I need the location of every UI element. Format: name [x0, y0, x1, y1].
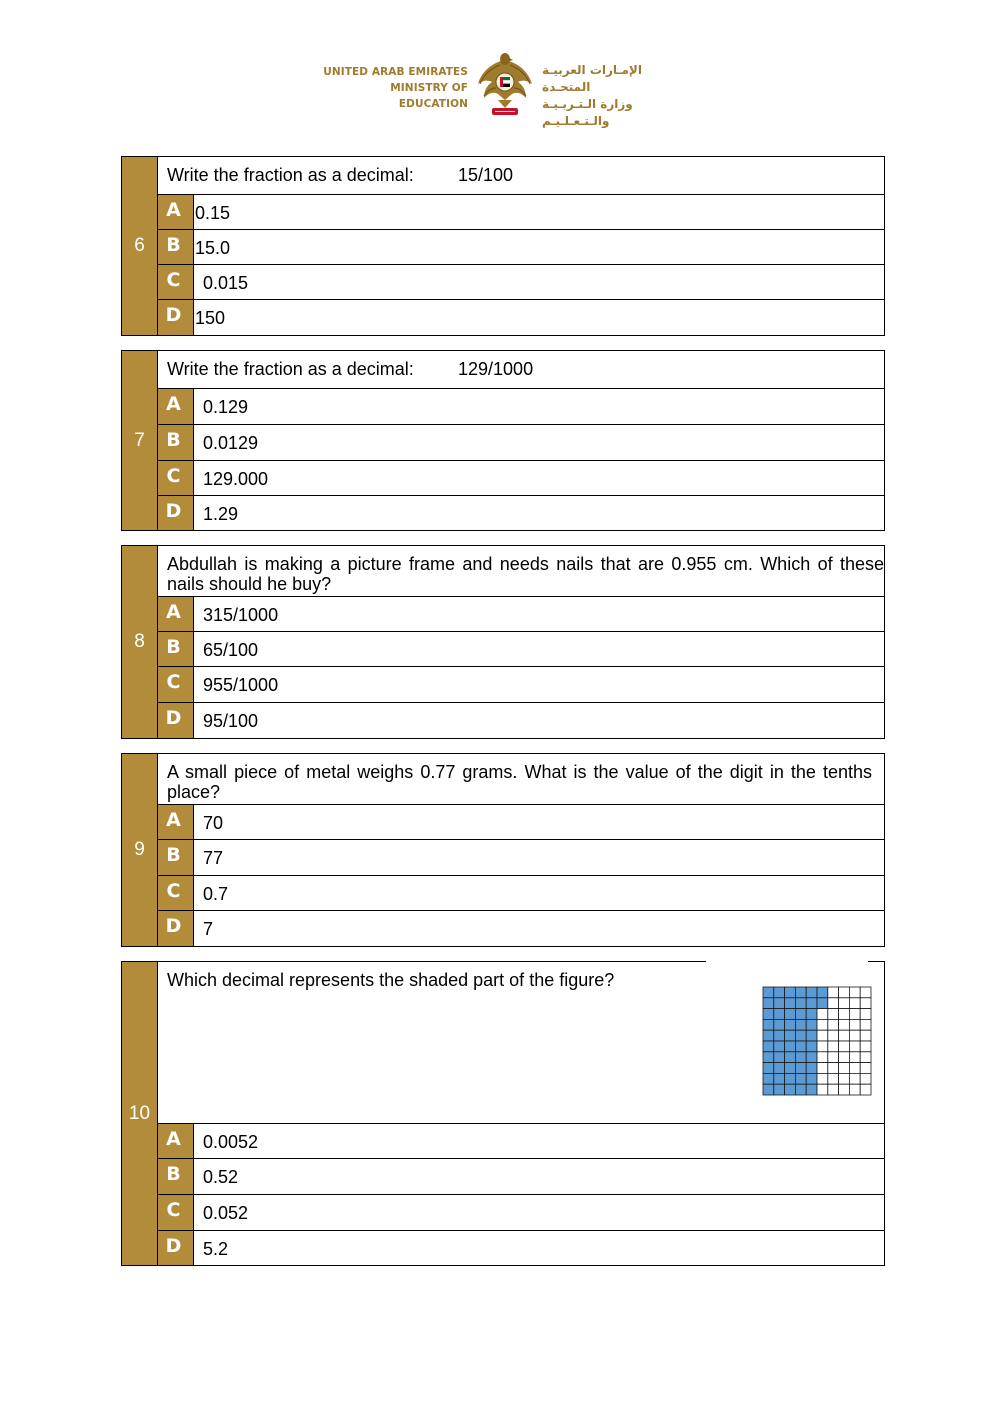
option-letter: B	[158, 1159, 194, 1194]
grid-square	[849, 1030, 860, 1041]
option-letter: C	[158, 876, 194, 910]
grid-square-shaded	[795, 1019, 806, 1030]
grid-square-shaded	[774, 987, 785, 998]
grid-square	[817, 1073, 828, 1084]
grid-square-shaded	[806, 1009, 817, 1020]
option-text: 7	[203, 919, 214, 939]
option-text: 315/1000	[203, 605, 279, 625]
option-c[interactable]	[158, 667, 884, 703]
grid-square-shaded	[806, 1030, 817, 1041]
grid-square	[828, 1063, 839, 1074]
question-number: 8	[122, 546, 158, 738]
grid-square-shaded	[795, 1084, 806, 1095]
option-text: 0.7	[203, 884, 229, 904]
grid-square-shaded	[763, 1052, 774, 1063]
header-arabic	[542, 62, 692, 130]
option-b[interactable]	[158, 632, 884, 667]
question-number: 6	[122, 157, 158, 335]
grid-square-shaded	[785, 1052, 796, 1063]
grid-square-shaded	[763, 1009, 774, 1020]
question-stem	[158, 546, 884, 597]
question-fraction: 15/100	[458, 165, 514, 185]
grid-square	[817, 1019, 828, 1030]
option-b[interactable]	[158, 230, 884, 265]
grid-square	[828, 1041, 839, 1052]
grid-square	[828, 1019, 839, 1030]
option-d[interactable]	[158, 911, 884, 946]
grid-square-shaded	[817, 987, 828, 998]
grid-square	[839, 998, 850, 1009]
grid-square	[817, 1063, 828, 1074]
grid-square-shaded	[785, 1084, 796, 1095]
grid-square-shaded	[763, 1041, 774, 1052]
option-b[interactable]	[158, 425, 884, 461]
question-8	[121, 545, 885, 739]
grid-square	[860, 1073, 871, 1084]
option-c[interactable]	[158, 876, 884, 911]
grid-square-shaded	[785, 1030, 796, 1041]
grid-square-shaded	[763, 998, 774, 1009]
header-english-line1: UNITED ARAB EMIRATES	[323, 66, 468, 78]
grid-square-shaded	[785, 987, 796, 998]
option-letter: A	[158, 389, 194, 424]
grid-square-shaded	[806, 1063, 817, 1074]
grid-square	[860, 987, 871, 998]
grid-square	[828, 1052, 839, 1063]
grid-square	[860, 1009, 871, 1020]
uae-emblem-icon	[474, 50, 536, 120]
ministry-header	[300, 48, 720, 128]
grid-square-shaded	[774, 1063, 785, 1074]
option-text: 77	[203, 848, 224, 868]
grid-square-shaded	[795, 998, 806, 1009]
option-letter: D	[158, 300, 194, 335]
grid-square-shaded	[763, 1063, 774, 1074]
grid-square	[839, 1030, 850, 1041]
option-c[interactable]	[158, 461, 884, 496]
header-english	[320, 64, 468, 112]
option-text: 150	[195, 308, 226, 328]
grid-square	[828, 1073, 839, 1084]
option-text: 0.129	[203, 397, 249, 417]
option-text: 70	[203, 813, 224, 833]
hundred-grid-figure	[762, 986, 872, 1096]
option-text: 0.15	[195, 203, 231, 223]
grid-square	[839, 1019, 850, 1030]
grid-square	[828, 1030, 839, 1041]
option-text: 5.2	[203, 1239, 229, 1259]
option-c[interactable]	[158, 1195, 884, 1231]
grid-square-shaded	[774, 998, 785, 1009]
grid-square-shaded	[774, 1041, 785, 1052]
grid-square	[860, 1030, 871, 1041]
grid-square	[817, 1084, 828, 1095]
grid-square-shaded	[795, 987, 806, 998]
grid-square	[860, 998, 871, 1009]
grid-square	[817, 1030, 828, 1041]
option-b[interactable]	[158, 840, 884, 876]
grid-square	[849, 1041, 860, 1052]
option-text: 0.015	[203, 273, 249, 293]
option-a[interactable]	[158, 389, 884, 425]
grid-square-shaded	[785, 1009, 796, 1020]
option-text: 0.52	[203, 1167, 239, 1187]
option-letter: B	[158, 425, 194, 460]
option-a[interactable]	[158, 597, 884, 632]
question-text: Abdullah is making a picture frame and needs nails that are 0.955 cm. Which of these nails should he buy?	[167, 554, 884, 594]
grid-square	[849, 1052, 860, 1063]
grid-square-shaded	[817, 998, 828, 1009]
option-letter: B	[158, 230, 194, 264]
grid-square	[839, 1041, 850, 1052]
grid-square	[828, 1084, 839, 1095]
grid-square-shaded	[763, 1019, 774, 1030]
question-text: Write the fraction as a decimal:	[167, 359, 414, 379]
option-letter: C	[158, 1195, 194, 1230]
grid-square-shaded	[785, 998, 796, 1009]
question-number: 10	[122, 962, 158, 1265]
grid-square-shaded	[806, 987, 817, 998]
grid-square	[817, 1041, 828, 1052]
question-text: Which decimal represents the shaded part of the figure?	[167, 970, 615, 990]
grid-square	[839, 1052, 850, 1063]
grid-square	[849, 1009, 860, 1020]
option-d[interactable]	[158, 1231, 884, 1265]
grid-square-shaded	[806, 1019, 817, 1030]
option-letter: D	[158, 703, 194, 738]
grid-square-shaded	[774, 1019, 785, 1030]
option-letter: C	[158, 265, 194, 299]
option-letter: A	[158, 1124, 194, 1158]
option-letter: B	[158, 840, 194, 875]
grid-square-shaded	[795, 1041, 806, 1052]
grid-square	[849, 987, 860, 998]
header-arabic-line2: وزارة الـتـربـيـة والـتـعـلـيـم	[542, 97, 633, 128]
question-stem	[158, 962, 884, 1124]
grid-square-shaded	[774, 1084, 785, 1095]
option-text: 1.29	[203, 504, 239, 524]
question-stem	[158, 351, 884, 389]
grid-square-shaded	[806, 1084, 817, 1095]
grid-square-shaded	[774, 1073, 785, 1084]
grid-square-shaded	[806, 998, 817, 1009]
grid-square	[860, 1019, 871, 1030]
option-text: 65/100	[203, 640, 259, 660]
grid-square	[828, 987, 839, 998]
grid-square	[817, 1009, 828, 1020]
question-9	[121, 753, 885, 947]
grid-square-shaded	[795, 1030, 806, 1041]
grid-square	[849, 998, 860, 1009]
option-letter: A	[158, 597, 194, 631]
grid-square-shaded	[774, 1009, 785, 1020]
grid-square-shaded	[763, 1084, 774, 1095]
option-letter: D	[158, 911, 194, 946]
grid-square-shaded	[785, 1019, 796, 1030]
grid-square	[849, 1084, 860, 1095]
grid-square	[860, 1063, 871, 1074]
grid-square-shaded	[763, 1030, 774, 1041]
grid-square	[849, 1063, 860, 1074]
option-letter: A	[158, 805, 194, 839]
option-a[interactable]	[158, 805, 884, 840]
grid-square-shaded	[785, 1063, 796, 1074]
grid-square	[828, 1009, 839, 1020]
grid-square-shaded	[795, 1063, 806, 1074]
option-letter: D	[158, 496, 194, 530]
grid-square	[849, 1073, 860, 1084]
option-a[interactable]	[158, 195, 884, 230]
question-6	[121, 156, 885, 336]
option-letter: A	[158, 195, 194, 229]
grid-square-shaded	[806, 1073, 817, 1084]
question-7	[121, 350, 885, 531]
option-d[interactable]	[158, 496, 884, 530]
header-english-line2: MINISTRY OF EDUCATION	[390, 82, 468, 110]
option-letter: C	[158, 461, 194, 495]
grid-square	[839, 987, 850, 998]
option-text: 0.052	[203, 1203, 249, 1223]
grid-square	[839, 1063, 850, 1074]
grid-square	[860, 1041, 871, 1052]
grid-square	[839, 1073, 850, 1084]
grid-square-shaded	[795, 1052, 806, 1063]
grid-square	[849, 1019, 860, 1030]
question-text: Write the fraction as a decimal:	[167, 165, 414, 185]
grid-square-shaded	[806, 1041, 817, 1052]
question-fraction: 129/1000	[458, 359, 534, 379]
grid-square-shaded	[795, 1073, 806, 1084]
grid-square-shaded	[785, 1041, 796, 1052]
option-text: 0.0052	[203, 1132, 259, 1152]
option-text: 95/100	[203, 711, 259, 731]
question-number: 9	[122, 754, 158, 946]
grid-square	[839, 1009, 850, 1020]
option-b[interactable]	[158, 1159, 884, 1195]
grid-square	[839, 1084, 850, 1095]
grid-square-shaded	[763, 987, 774, 998]
grid-square	[817, 1052, 828, 1063]
option-text: 15.0	[195, 238, 231, 258]
grid-square-shaded	[785, 1073, 796, 1084]
option-text: 129.000	[203, 469, 269, 489]
option-a[interactable]	[158, 1124, 884, 1159]
grid-square	[860, 1052, 871, 1063]
grid-square-shaded	[774, 1030, 785, 1041]
option-d[interactable]	[158, 300, 884, 335]
grid-square-shaded	[806, 1052, 817, 1063]
option-text: 0.0129	[203, 433, 259, 453]
grid-square-shaded	[795, 1009, 806, 1020]
option-letter: D	[158, 1231, 194, 1265]
grid-square	[860, 1084, 871, 1095]
header-arabic-line1: الإمـارات العربيـة المتحـدة	[542, 63, 642, 94]
question-text: A small piece of metal weighs 0.77 grams. What is the value of the digit in the tenths place?	[167, 762, 872, 802]
grid-square-shaded	[774, 1052, 785, 1063]
option-c[interactable]	[158, 265, 884, 300]
question-10	[121, 961, 885, 1266]
question-stem	[158, 157, 884, 195]
option-text: 955/1000	[203, 675, 279, 695]
option-letter: C	[158, 667, 194, 702]
option-d[interactable]	[158, 703, 884, 738]
option-letter: B	[158, 632, 194, 666]
question-stem	[158, 754, 884, 805]
grid-square-shaded	[763, 1073, 774, 1084]
grid-square	[828, 998, 839, 1009]
question-number: 7	[122, 351, 158, 530]
